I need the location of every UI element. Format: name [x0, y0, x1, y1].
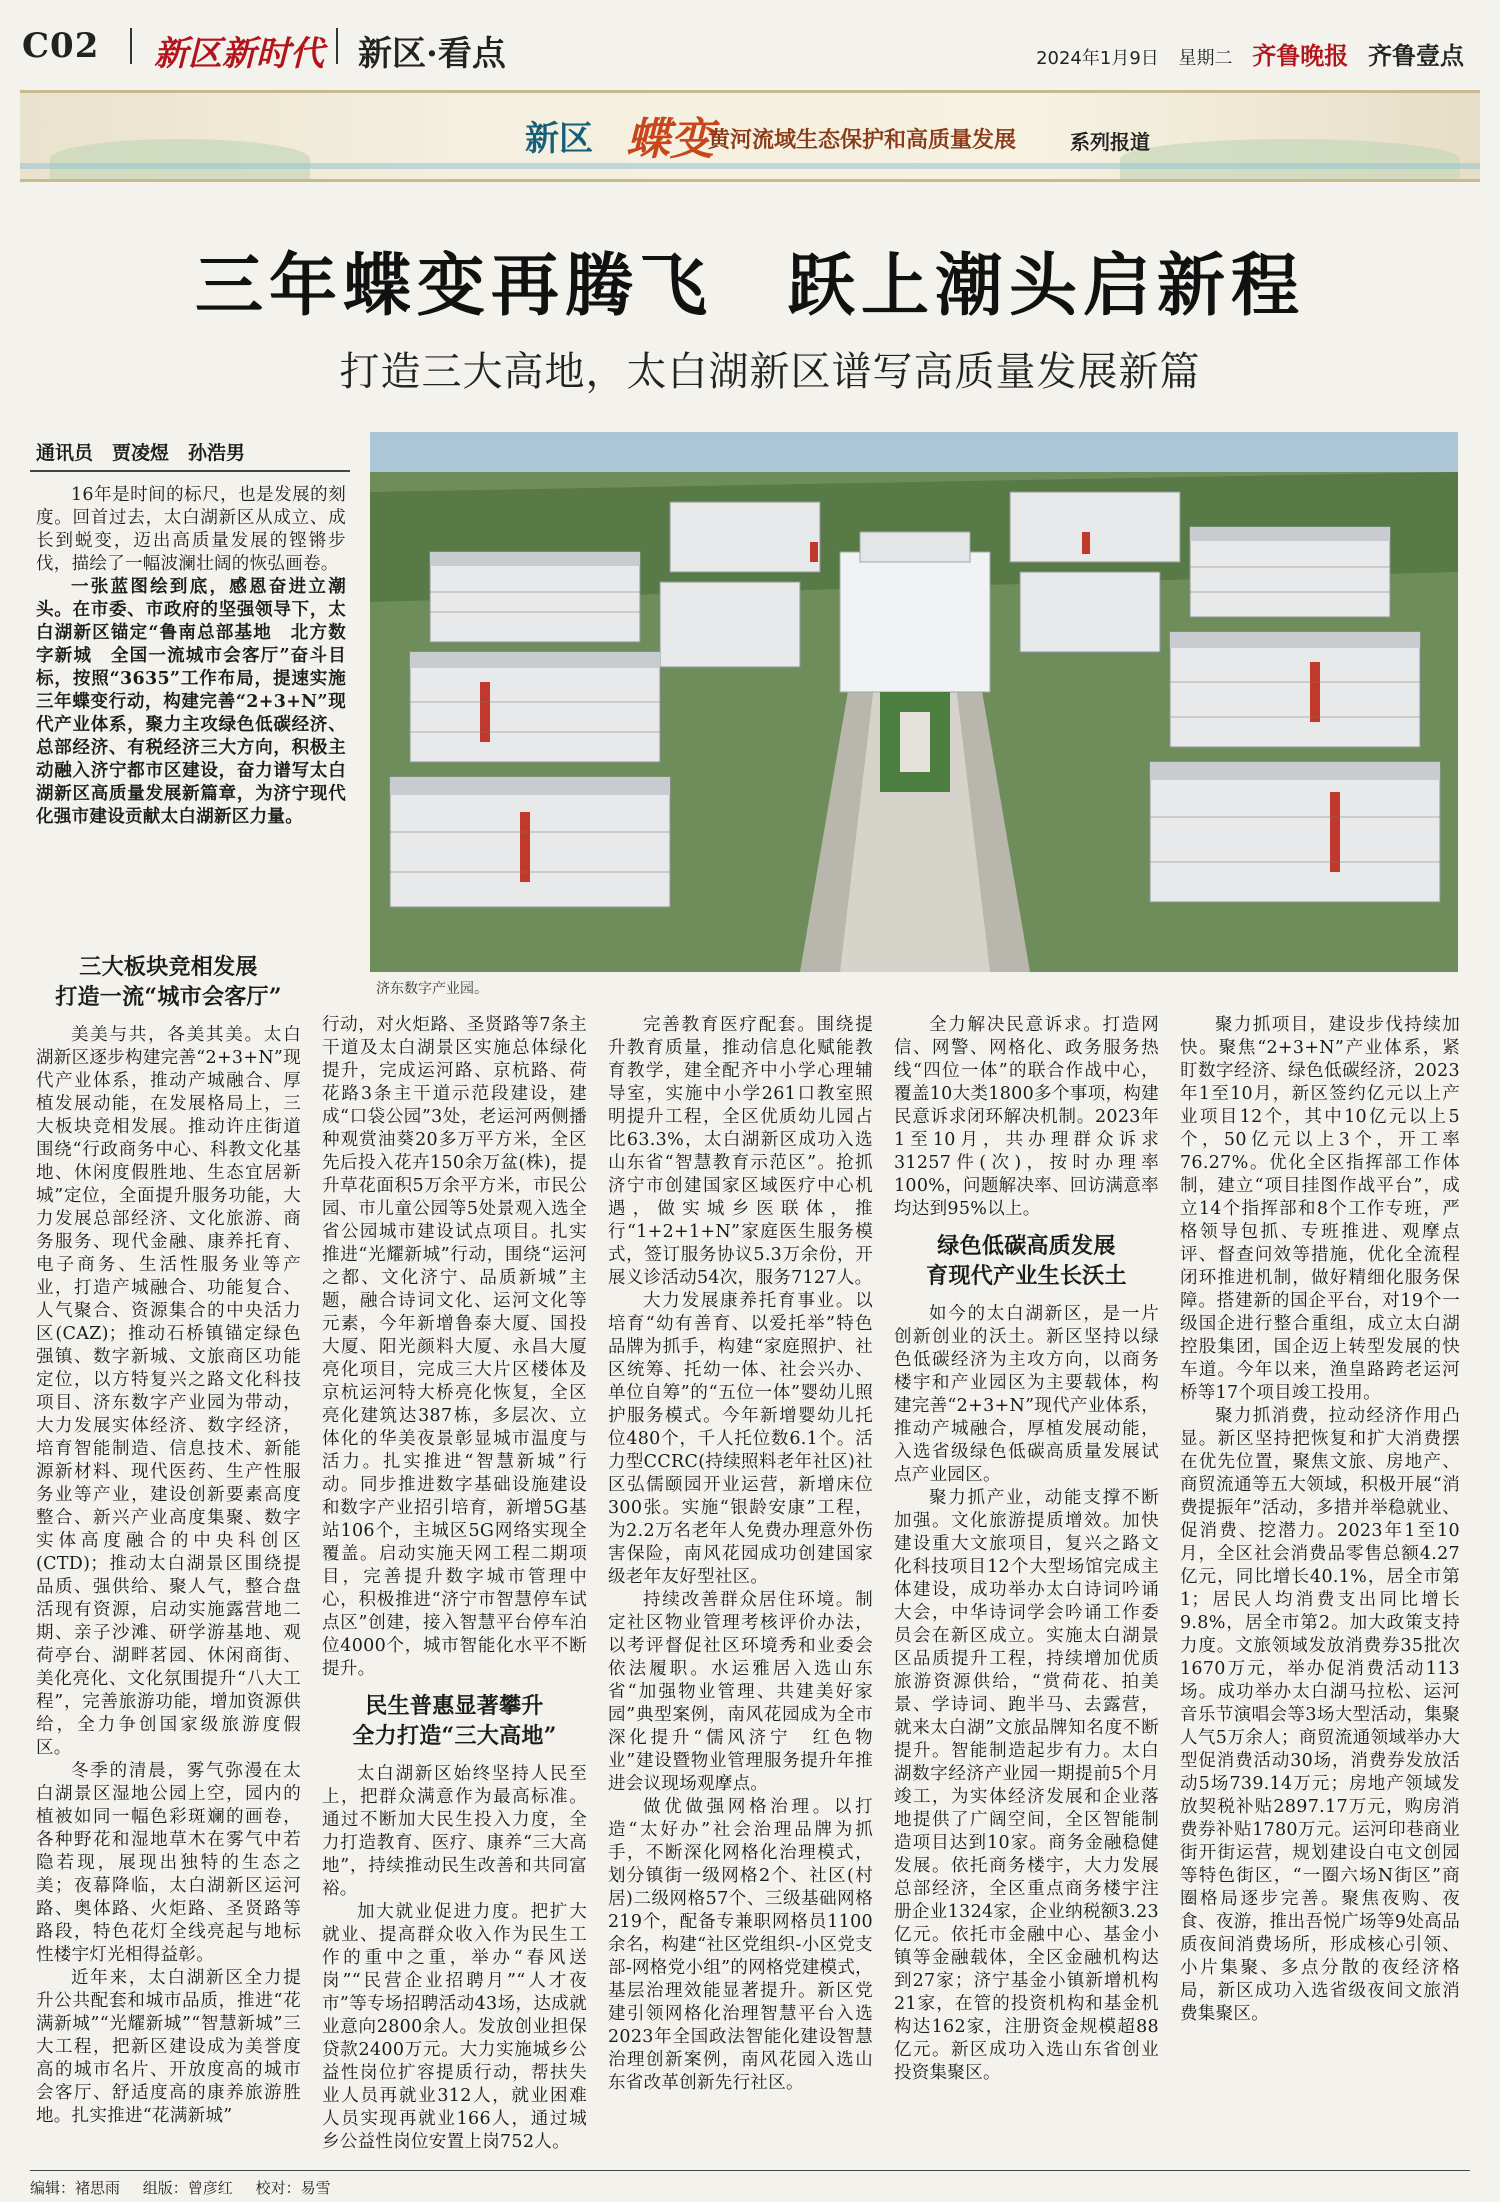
byline-rule	[30, 470, 350, 472]
byline: 通讯员 贾凌煜 孙浩男	[36, 442, 246, 464]
article-column-4	[894, 1014, 1159, 2085]
article-paragraph: 近年来，太白湖新区全力提升公共配套和城市品质，推进“花满新城”“光耀新城”“智慧新城”三大工程，把新区建设成为美誉度高的城市名片、开放度高的城市会客厅、舒适度高的康养旅游胜地。扎实推进“花满新城”	[36, 1968, 301, 2126]
article-column-1	[36, 942, 301, 2128]
weekday: 星期二	[1178, 48, 1233, 69]
photo-caption: 济东数字产业园。	[376, 981, 488, 997]
banner-theme: 黄河流域生态保护和高质量发展	[708, 127, 1017, 153]
article-paragraph: 聚力抓消费，拉动经济作用凸显。新区坚持把恢复和扩大消费摆在优先位置，聚焦文旅、房地产、商贸流通等五大领域，积极开展“消费提振年”活动，多措并举稳就业、促消费、挖潜力。2023年1至10月，全区社会消费品零售总额4.27亿元，同比增长40.1%，居全市第1；居民人均消费支出同比增长9.8%，居全市第2。加大政策支持力度。文旅领域发放消费券35批次1670万元，举办促消费活动113场。成功举办太白湖马拉松、运河音乐节演唱会等3场大型活动，集聚人气5万余人；商贸流通领域举办大型促消费活动30场，消费券发放活动5场739.14万元；房地产领域发放契税补贴2897.17万元，购房消费券补贴1780万元。运河印巷商业街开街运营，规划建设白屯文创园等特色街区，“一圈六场N街区”商圈格局逐步完善。聚焦夜购、夜食、夜游，推出吾悦广场等9处高品质夜间消费场所，形成核心引领、小片集聚、多点分散的夜经济格局，新区成功入选省级夜间文旅消费集聚区。	[1180, 1406, 1460, 2024]
page-number: C02	[22, 26, 100, 66]
section-3-heading	[894, 1231, 1159, 1291]
banner-hill	[50, 139, 310, 179]
article-paragraph: 聚力抓项目，建设步伐持续加快。聚焦“2+3+N”产业体系，紧盯数字经济、绿色低碳经济，2023年1至10月，新区签约亿元以上产业项目12个，其中10亿元以上5个，50亿元以上3个，开工率76.27%。优化全区指挥部工作体制，建立“项目挂图作战平台”，成立14个指挥部和8个工作专班，严格领导包抓、专班推进、观摩点评、督查问效等措施，优化全流程闭环推进机制，做好精细化服务保障。搭建新的国企平台，对19个一级国企进行整合重组，成立太白湖控股集团，国企迈上转型发展的快车道。今年以来，渔皇路跨老运河桥等17个项目竣工投用。	[1180, 1015, 1460, 1403]
divider	[130, 28, 132, 64]
banner-river	[20, 163, 1480, 169]
section-brand: 新区新时代	[154, 34, 324, 74]
section-title: 新区·看点	[358, 34, 506, 74]
section-1-heading-line2: 打造一流“城市会客厅”	[55, 984, 282, 1010]
app-logo: 齐鲁壹点	[1368, 42, 1464, 70]
article-column-2	[322, 1014, 587, 2154]
section-2-heading-line1: 民生普惠显著攀升	[365, 1693, 544, 1719]
lead-paragraph-bold: 一张蓝图绘到底，感恩奋进立潮头。在市委、市政府的坚强领导下，太白湖新区锚定“鲁南总部基地 北方数字新城 全国一流城市会客厅”奋斗目标，按照“3635”工作布局，提速实施三年蝶变行动，构建完善“2+3+N”现代产业体系，聚力主攻绿色低碳经济、总部经济、有税经济三大方向，积极主动融入济宁都市区建设，奋力谱写太白湖新区高质量发展新篇章，为济宁现代化强市建设贡献太白湖新区力量。	[36, 577, 346, 827]
industrial-park-photo	[370, 432, 1458, 972]
lead-paragraph: 16年是时间的标尺，也是发展的刻度。回首过去，太白湖新区从成立、成长到蜕变，迈出高质量发展的铿锵步伐，描绘了一幅波澜壮阔的恢弘画卷。	[36, 485, 346, 574]
newspaper-logo: 齐鲁晚报	[1252, 42, 1349, 70]
section-2-heading	[322, 1691, 587, 1751]
article-column-5	[1180, 1014, 1460, 2026]
article-paragraph: 做优做强网格治理。以打造“太好办”社会治理品牌为抓手，不断深化网格化治理模式，划分镇街一级网格2个、社区(村居)二级网格57个、三级基础网格219个，配备专兼职网格员1100余名，构建“社区党组织-小区党支部-网格党小组”的网格党建模式，基层治理效能显著提升。新区党建引领网格化治理智慧平台入选2023年全国政法智能化建设智慧治理创新案例，南风花园入选山东省改革创新先行社区。	[608, 1797, 873, 2093]
industrial-park-illustration	[370, 432, 1458, 972]
banner-series: 系列报道	[1070, 130, 1150, 154]
banner-hill	[1120, 139, 1460, 179]
series-banner	[20, 90, 1480, 182]
article-paragraph: 如今的太白湖新区，是一片创新创业的沃土。新区坚持以绿色低碳经济为主攻方向，以商务楼宇和产业园区为主要载体，构建完善“2+3+N”现代产业体系，推动产城融合，厚植发展动能，入选省级绿色低碳高质量发展试点产业园区。	[894, 1304, 1159, 1485]
page-headline: 三年蝶变再腾飞 跃上潮头启新程	[194, 246, 1305, 326]
banner-title-a: 新区	[525, 119, 593, 159]
article-column-3	[608, 1014, 873, 2095]
section-3-heading-line1: 绿色低碳高质发展	[937, 1233, 1116, 1259]
masthead	[22, 18, 1482, 76]
section-1-heading-line1: 三大板块竞相发展	[79, 954, 258, 980]
article-paragraph: 全力解决民意诉求。打造网信、网警、网格化、政务服务热线“四位一体”的联合作战中心，覆盖10大类1800多个事项，构建民意诉求闭环解决机制。2023年1至10月，共办理群众诉求31257件(次)，按时办理率100%，问题解决率、回访满意率均达到95%以上。	[894, 1015, 1159, 1219]
article-paragraph: 冬季的清晨，雾气弥漫在太白湖景区湿地公园上空，园内的植被如同一幅色彩斑斓的画卷，各种野花和湿地草木在雾气中若隐若现，展现出独特的生态之美；夜幕降临，太白湖新区运河路、奥体路、火炬路、圣贤路等路段，特色花灯全线亮起与地标性楼宇灯光相得益彰。	[36, 1761, 301, 1965]
banner-title-b: 蝶变	[626, 114, 714, 165]
page-footer	[30, 2170, 1470, 2198]
issue-date: 2024年1月9日	[1036, 48, 1159, 69]
divider	[336, 28, 338, 64]
lead-column	[36, 484, 346, 829]
section-3-heading-line2: 育现代产业生长沃土	[926, 1263, 1127, 1289]
header-info	[1022, 36, 1464, 71]
article-paragraph: 太白湖新区始终坚持人民至上，把群众满意作为最高标准。通过不断加大民生投入力度，全力打造教育、医疗、康养“三大高地”，持续推动民生改善和共同富裕。	[322, 1764, 587, 1899]
page-subheadline: 打造三大高地，太白湖新区谱写高质量发展新篇	[339, 349, 1201, 395]
article-paragraph: 持续改善群众居住环境。制定社区物业管理考核评价办法，以考评督促社区环境秀和业委会依法履职。水运雅居入选山东省“加强物业管理、共建美好家园”典型案例，南风花园成为全市深化提升“儒风济宁 红色物业”建设暨物业管理服务提升年推进会议现场观摩点。	[608, 1590, 873, 1794]
article-paragraph: 美美与共，各美其美。太白湖新区逐步构建完善“2+3+N”现代产业体系，推动产城融合、厚植发展动能，在发展格局上，三大板块竞相发展。推动许庄街道围绕“行政商务中心、科教文化基地、休闲度假胜地、生态宜居新城”定位，全面提升服务功能，大力发展总部经济、文化旅游、商务服务、现代金融、康养托育、电子商务、生活性服务业等产业，打造产城融合、功能复合、人气聚合、资源集合的中央活力区(CAZ)；推动石桥镇锚定绿色强镇、数字新城、文旅商区功能定位，以方特复兴之路文化科技项目、济东数字产业园为带动，大力发展实体经济、数字经济，培育智能制造、信息技术、新能源新材料、现代医药、生产性服务业等产业，建设创新要素高度整合、新兴产业高度集聚、数字实体高度融合的中央科创区(CTD)；推动太白湖景区围绕提品质、强供给、聚人气，整合盘活现有资源，启动实施露营地二期、亲子沙滩、研学游基地、观荷亭台、湖畔茗园、休闲商街、美化亮化、文化氛围提升“八大工程”，完善旅游功能，增加资源供给，全力争创国家级旅游度假区。	[36, 1025, 301, 1758]
footer-layout: 组版：曾彦红	[142, 2179, 233, 2197]
article-paragraph: 聚力抓产业，动能支撑不断加强。文化旅游提质增效。加快建设重大文旅项目，复兴之路文化科技项目12个大型场馆完成主体建设，成功举办太白诗词吟诵大会，中华诗词学会吟诵工作委员会在新区成立。实施太白湖景区品质提升工程，持续增加优质旅游资源供给，“赏荷花、拍美景、学诗词、跑半马、去露营，就来太白湖”文旅品牌知名度不断提升。智能制造起步有力。太白湖数字经济产业园一期提前5个月竣工，为实体经济发展和企业落地提供了广阔空间，全区智能制造项目达到10家。商务金融稳健发展。依托商务楼宇，大力发展总部经济，全区重点商务楼宇注册企业1324家，企业纳税额3.23亿元。依托市金融中心、基金小镇等金融载体，全区金融机构达到27家；济宁基金小镇新增机构21家，在管的投资机构和基金机构达162家，注册资金规模超88亿元。新区成功入选山东省创业投资集聚区。	[894, 1488, 1159, 2083]
section-2-heading-line2: 全力打造“三大高地”	[352, 1723, 557, 1749]
footer-proof: 校对：易雪	[255, 2179, 331, 2197]
article-paragraph: 大力发展康养托育事业。以培育“幼有善育、以爱托举”特色品牌为抓手，构建“家庭照护、社区统筹、托幼一体、社会兴办、单位自筹”的“五位一体”婴幼儿照护服务模式。今年新增婴幼儿托位480个，千人托位数6.1个。活力型CCRC(持续照料老年社区)社区弘儒颐园开业运营，新增床位300张。实施“银龄安康”工程，为2.2万名老年人免费办理意外伤害保险，南风花园成功创建国家级老年友好型社区。	[608, 1291, 873, 1587]
footer-editor: 编辑：褚思雨	[30, 2179, 121, 2197]
article-paragraph: 行动，对火炬路、圣贤路等7条主干道及太白湖景区实施总体绿化提升，完成运河路、京杭路、荷花路3条主干道示范段建设，建成“口袋公园”3处，老运河两侧播种观赏油葵20多万平方米，全区先后投入花卉150余万盆(株)，提升草花面积5万余平方米，市民公园、市儿童公园等5处景观入选全省公园城市建设试点项目。扎实推进“光耀新城”行动，围绕“运河之都、文化济宁、品质新城”主题，融合诗词文化、运河文化等元素，今年新增鲁泰大厦、国投大厦、阳光颜料大厦、永昌大厦亮化项目，完成三大片区楼体及京杭运河特大桥亮化恢复，全区亮化建筑达387栋，多层次、立体化的华美夜景彰显城市温度与活力。扎实推进“智慧新城”行动。同步推进数字基础设施建设和数字产业招引培育，新增5G基站106个，主城区5G网络实现全覆盖。启动实施天网工程二期项目，完善提升数字城市管理中心，积极推进“济宁市智慧停车试点区”创建，接入智慧平台停车泊位4000个，城市智能化水平不断提升。	[322, 1015, 587, 1679]
article-paragraph: 完善教育医疗配套。围绕提升教育质量，推动信息化赋能教育教学，建全配齐中小学心理辅导室，实施中小学261口教室照明提升工程，全区优质幼儿园占比63.3%，太白湖新区成功入选山东省“智慧教育示范区”。抢抓济宁市创建国家区域医疗中心机遇，做实城乡医联体，推行“1+2+1+N”家庭医生服务模式，签订服务协议5.3万余份，开展义诊活动54次，服务7127人。	[608, 1015, 873, 1288]
article-paragraph: 加大就业促进力度。把扩大就业、提高群众收入作为民生工作的重中之重，举办“春风送岗”“民营企业招聘月”“人才夜市”等专场招聘活动43场，达成就业意向2800余人。发放创业担保贷款2400万元。大力实施城乡公益性岗位扩容提质行动，帮扶失业人员再就业312人，就业困难人员实现再就业166人，通过城乡公益性岗位安置上岗752人。	[322, 1902, 587, 2152]
section-1-heading	[36, 952, 301, 1012]
